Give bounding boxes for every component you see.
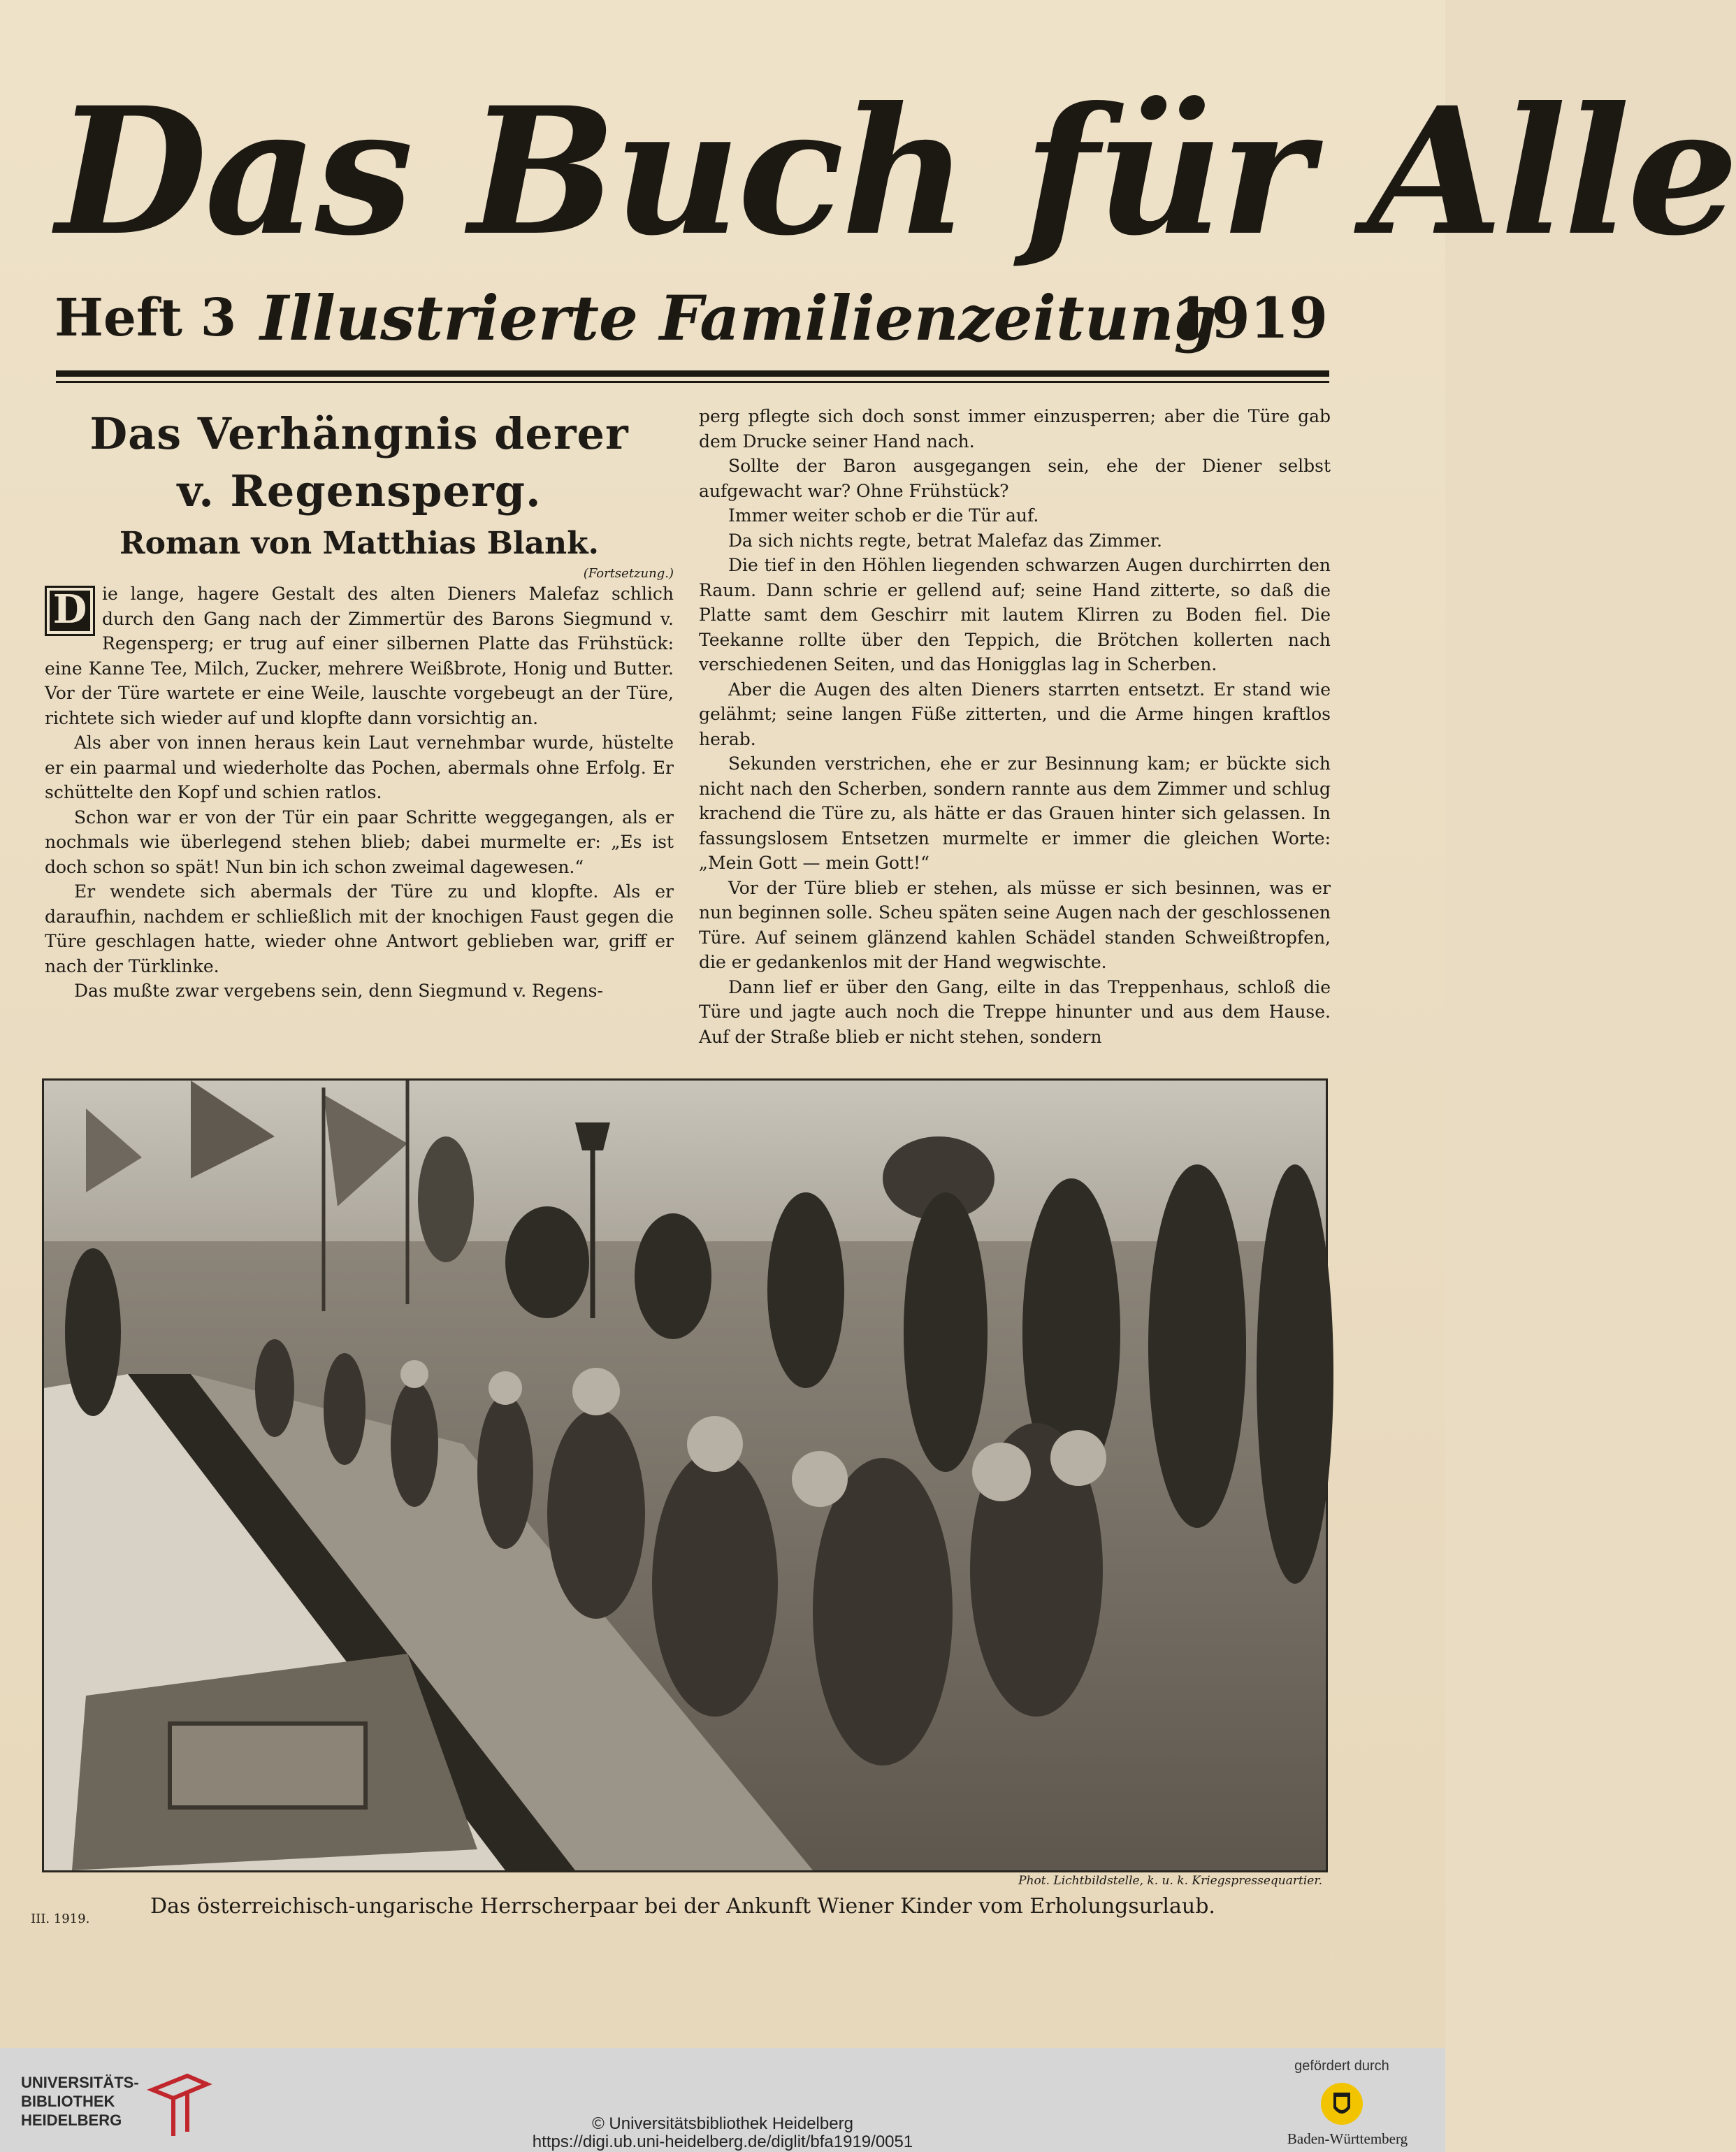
article-paragraph: [45, 582, 674, 730]
article-title-line1: Das Verhängnis derer: [89, 408, 629, 459]
photo-credit: Phot. Lichtbildstelle, k. u. k. Kriegspressequartier.: [1018, 1874, 1322, 1888]
article-paragraph: Immer weiter schob er die Tür auf.: [728, 505, 1039, 526]
article-paragraph: Die tief in den Höhlen liegenden schwarzen Augen durchirrten den Raum. Dann schrie er gellend auf; seine Hand zitterte, so daß die Platte samt dem Geschirr mit lautem Klirren zu Boden fiel. Die Teekanne rollte über den Teppich, die Brötchen kollerten nach verschiedenen Seiten, und das Honigglas lag in Scherben.: [699, 555, 1331, 674]
article-paragraph: Sollte der Baron ausgegangen sein, ehe der Diener selbst aufgewacht war? Ohne Frühstück?: [699, 456, 1331, 501]
copyright-notice: © Universitätsbibliothek Heidelberg: [592, 2114, 853, 2133]
article-byline: Roman von Matthias Blank.: [120, 526, 599, 561]
article-paragraph: perg pflegte sich doch sonst immer einzusperren; aber die Türe gab dem Drucke seiner Hand nach.: [699, 406, 1331, 452]
library-logo[interactable]: [21, 2073, 210, 2143]
masthead-subtitle: Illustrierte Familienzeitung: [260, 282, 1217, 354]
library-mark-icon: [145, 2069, 212, 2139]
news-photograph: [42, 1078, 1328, 1872]
state-crest-icon: [1319, 2080, 1364, 2126]
article-paragraph: Da sich nichts regte, betrat Malefaz das Zimmer.: [728, 530, 1162, 551]
library-name-line: UNIVERSITÄTS-: [21, 2074, 139, 2091]
article-paragraph: Das mußte zwar vergebens sein, denn Siegmund v. Regens-: [74, 981, 603, 1001]
issue-number: Heft 3: [55, 288, 237, 348]
article-title-line2: v. Regensperg.: [177, 465, 542, 517]
article-paragraph: Aber die Augen des alten Dieners starrten entsetzt. Er stand wie gelähmt; seine langen Füße zitterten, und die Arme hingen kraftlos herab.: [699, 679, 1331, 749]
masthead-title: Das Buch für Alle: [56, 68, 1736, 274]
masthead-rule-thin: [56, 381, 1329, 383]
dropcap-initial: D: [45, 586, 95, 636]
library-name: [21, 2073, 161, 2130]
article-paragraph-text: ie lange, hagere Gestalt des alten Dieners Malefaz schlich durch den Gang nach der Zimmertür des Barons Siegmund v. Regensperg; er trug auf einer silbernen Platte das Frühstück: eine Kanne Tee, Milch, Zucker, mehrere Weißbrote, Honig und Butter. Vor der Türe wartete er eine Weile, lauschte vorgebeugt an der Türe, richtete sich wieder auf und klopfte dann vorsichtig an.: [45, 584, 674, 728]
permalink[interactable]: https://digi.ub.uni-heidelberg.de/diglit/bfa1919/0051: [532, 2132, 913, 2151]
sponsor-label: gefördert durch: [1294, 2058, 1389, 2074]
article-column-left: [45, 405, 674, 1048]
library-name-line: BIBLIOTHEK: [21, 2093, 115, 2110]
photo-caption: Das österreichisch-ungarische Herrscherpaar bei der Ankunft Wiener Kinder vom Erholungsurlaub.: [150, 1894, 1215, 1919]
masthead-year: 1919: [1172, 285, 1328, 351]
masthead-rule: [56, 370, 1329, 377]
photo-illustration: [44, 1081, 1326, 1870]
article-paragraph: Als aber von innen heraus kein Laut vernehmbar wurde, hüstelte er ein paarmal und wiederholte das Pochen, abermals ohne Erfolg. Er schüttelte den Kopf und schien ratlos.: [45, 732, 674, 802]
issue-mark: III. 1919.: [31, 1912, 90, 1926]
article-paragraph: Vor der Türe blieb er stehen, als müsse er sich besinnen, was er nun beginnen solle. Scheu späten seine Augen nach der geschlossenen Türe. Auf seinem glänzend kahlen Schädel standen Schweißtropfen, die er gedankenlos mit der Hand wegwischte.: [699, 877, 1331, 972]
sponsor-name: Baden-Württemberg: [1287, 2130, 1408, 2147]
article-paragraph: Er wendete sich abermals der Türe zu und klopfte. Als er daraufhin, nachdem er schließlich mit der knochigen Faust gegen die Türe geschlagen hatte, wieder ohne Antwort geblieben war, griff er nach der Türklinke.: [45, 881, 674, 976]
continuation-note: (Fortsetzung.): [583, 566, 674, 581]
article-paragraph: Dann lief er über den Gang, eilte in das Treppenhaus, schloß die Türe und jagte auch noch die Treppe hinunter und aus dem Hause. Auf der Straße blieb er nicht stehen, sondern: [699, 976, 1331, 1047]
library-name-line: HEIDELBERG: [21, 2111, 122, 2129]
article-paragraph: Sekunden verstrichen, ehe er zur Besinnung kam; er bückte sich nicht nach den Scherben, sondern rannte aus dem Zimmer und schlug krachend die Türe zu, als hätte er das Grauen hinter sich gelassen. In fassungslosem Entsetzen murmelte er immer die gleichen Worte: „Mein Gott — mein Gott!“: [699, 753, 1331, 873]
article-column-right: [699, 404, 1331, 1048]
article-paragraph: Schon war er von der Tür ein paar Schritte weggegangen, als er nochmals wie überlegend stehen blieb; dabei murmelte er: „Es ist doch schon so spät! Nun bin ich schon zweimal dagewesen.“: [45, 807, 674, 877]
digitization-footer: [0, 2048, 1445, 2152]
